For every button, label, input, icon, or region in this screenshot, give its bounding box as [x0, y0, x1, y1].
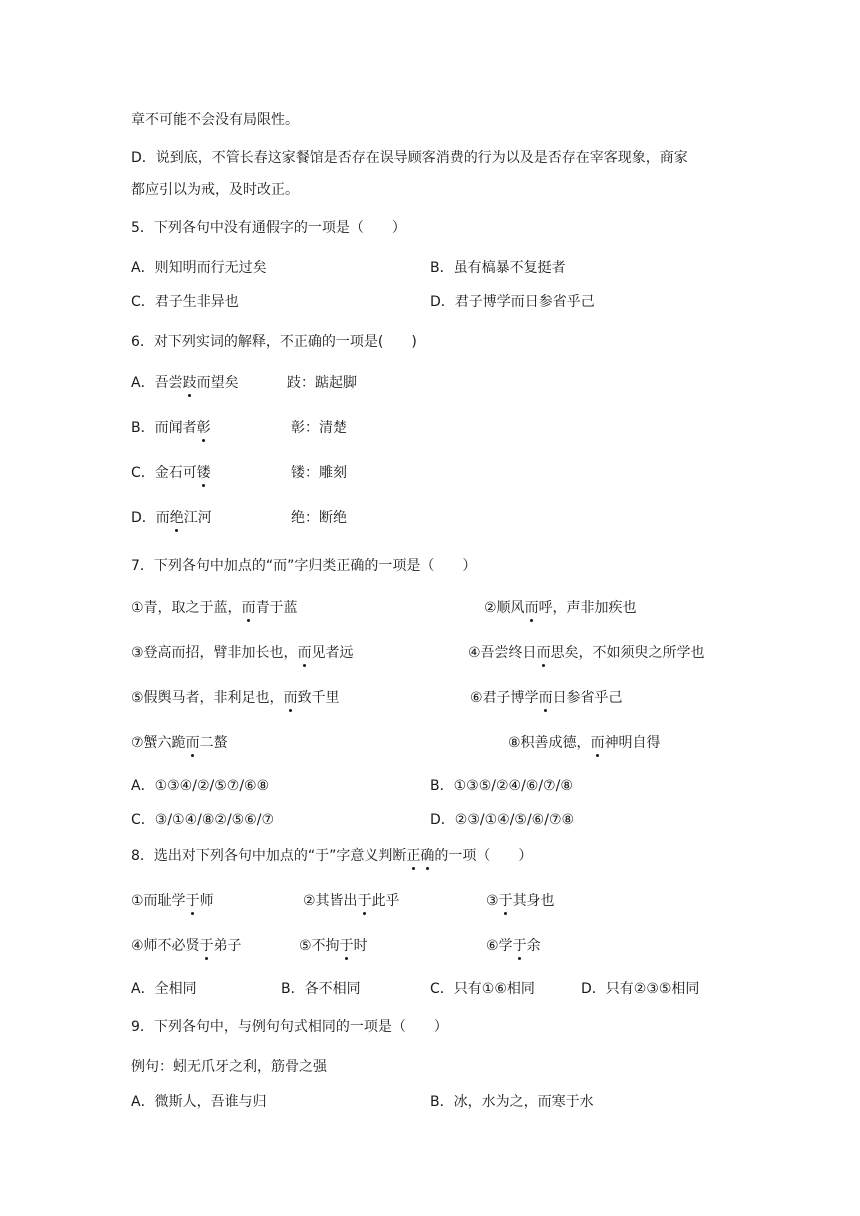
q8-option-d: D．只有②③⑤相同: [581, 981, 700, 997]
q7-sentence-3: ③登高而招，臂非加长也，而见者远: [131, 645, 354, 661]
dotted-char: 绝: [169, 510, 184, 526]
q7-sentence-2: ②顺风而呼，声非加疾也: [484, 600, 637, 616]
q8-sentence-6: ⑥学于余: [486, 938, 541, 954]
q7-stem: 7．下列各句中加点的“而”字归类正确的一项是（ ）: [131, 558, 477, 574]
dotted-char: 而: [241, 600, 256, 616]
prev-line: 章不可能不会没有局限性。: [131, 112, 299, 128]
q5-option-c: C．君子生非异也: [131, 294, 239, 310]
q5-stem: 5．下列各句中没有通假字的一项是（ ）: [131, 220, 406, 236]
q8-sentence-4: ④师不必贤于弟子: [131, 938, 242, 954]
dotted-char: 于: [357, 893, 372, 909]
prev-option-d-line2: 都应引以为戒，及时改正。: [131, 182, 299, 198]
q9-option-a: A．微斯人，吾谁与归: [131, 1094, 267, 1110]
dotted-char: 而: [538, 690, 553, 706]
dotted-char: 彰: [196, 420, 211, 436]
q6-option-a: A．吾尝跂而望矣: [131, 375, 239, 391]
q8-sentence-1: ①而耻学于师: [131, 893, 214, 909]
q8-stem: 8．选出对下列各句中加点的“于”字意义判断正确的一项（ ）: [131, 848, 533, 864]
q8-option-c: C．只有①⑥相同: [430, 981, 535, 997]
q9-example: 例句：蚓无爪牙之利，筋骨之强: [131, 1059, 327, 1075]
q5-option-b: B．虽有槁暴不复挺者: [430, 260, 566, 276]
q7-option-a: A．①③④/②/⑤⑦/⑥⑧: [131, 778, 270, 794]
prev-option-d-line1: D．说到底，不管长春这家餐馆是否存在误导顾客消费的行为以及是否存在宰客现象，商家: [131, 150, 688, 166]
q8-sentence-5: ⑤不拘于时: [299, 938, 368, 954]
q7-sentence-8: ⑧积善成德，而神明自得: [508, 735, 661, 751]
dotted-char: 于: [185, 893, 200, 909]
q7-sentence-1: ①青，取之于蓝，而青于蓝: [131, 600, 298, 616]
q8-option-b: B．各不相同: [281, 981, 361, 997]
dotted-char: 跂: [182, 375, 197, 391]
q9-stem: 9．下列各句中，与例句句式相同的一项是（ ）: [131, 1019, 448, 1035]
q6-option-c-explain: 镂：雕刻: [291, 465, 347, 481]
dotted-char: 而: [524, 600, 539, 616]
q8-sentence-2: ②其皆出于此乎: [303, 893, 400, 909]
dotted-char: 于: [512, 938, 527, 954]
dotted-char: 于: [498, 893, 513, 909]
dotted-char: 于: [199, 938, 214, 954]
dotted-char: 而: [590, 735, 605, 751]
q7-option-c: C．③/①④/⑧②/⑤⑥/⑦: [131, 812, 275, 828]
q6-option-b-explain: 彰：清楚: [291, 420, 347, 436]
q7-sentence-7: ⑦蟹六跪而二螯: [131, 735, 228, 751]
dotted-char: 正: [406, 848, 421, 864]
q5-option-d: D．君子博学而日参省乎己: [430, 294, 595, 310]
dotted-char: 而: [536, 645, 551, 661]
q7-option-d: D．②③/①④/⑤/⑥/⑦⑧: [430, 812, 575, 828]
dotted-char: 于: [339, 938, 354, 954]
q7-sentence-5: ⑤假舆马者，非利足也，而致千里: [131, 690, 340, 706]
q8-sentence-3: ③于其身也: [486, 893, 555, 909]
dotted-char: 确: [420, 848, 435, 864]
q8-option-a: A．全相同: [131, 981, 197, 997]
q6-option-c: C．金石可镂: [131, 465, 211, 481]
q7-option-b: B．①③⑤/②④/⑥/⑦/⑧: [430, 778, 573, 794]
q6-option-b: B．而闻者彰: [131, 420, 211, 436]
q6-option-d-explain: 绝：断绝: [291, 510, 347, 526]
dotted-char: 而: [283, 690, 298, 706]
q7-sentence-4: ④吾尝终日而思矣，不如须臾之所学也: [468, 645, 705, 661]
q6-option-a-explain: 跂：踮起脚: [287, 375, 357, 391]
q7-sentence-6: ⑥君子博学而日参省乎己: [470, 690, 623, 706]
dotted-char: 镂: [196, 465, 211, 481]
dotted-char: 而: [297, 645, 312, 661]
q6-option-d: D．而绝江河: [131, 510, 212, 526]
q9-option-b: B．冰，水为之，而寒于水: [430, 1094, 594, 1110]
q5-option-a: A．则知明而行无过矣: [131, 260, 267, 276]
q6-stem: 6．对下列实词的解释，不正确的一项是( ): [131, 334, 417, 350]
dotted-char: 而: [185, 735, 200, 751]
